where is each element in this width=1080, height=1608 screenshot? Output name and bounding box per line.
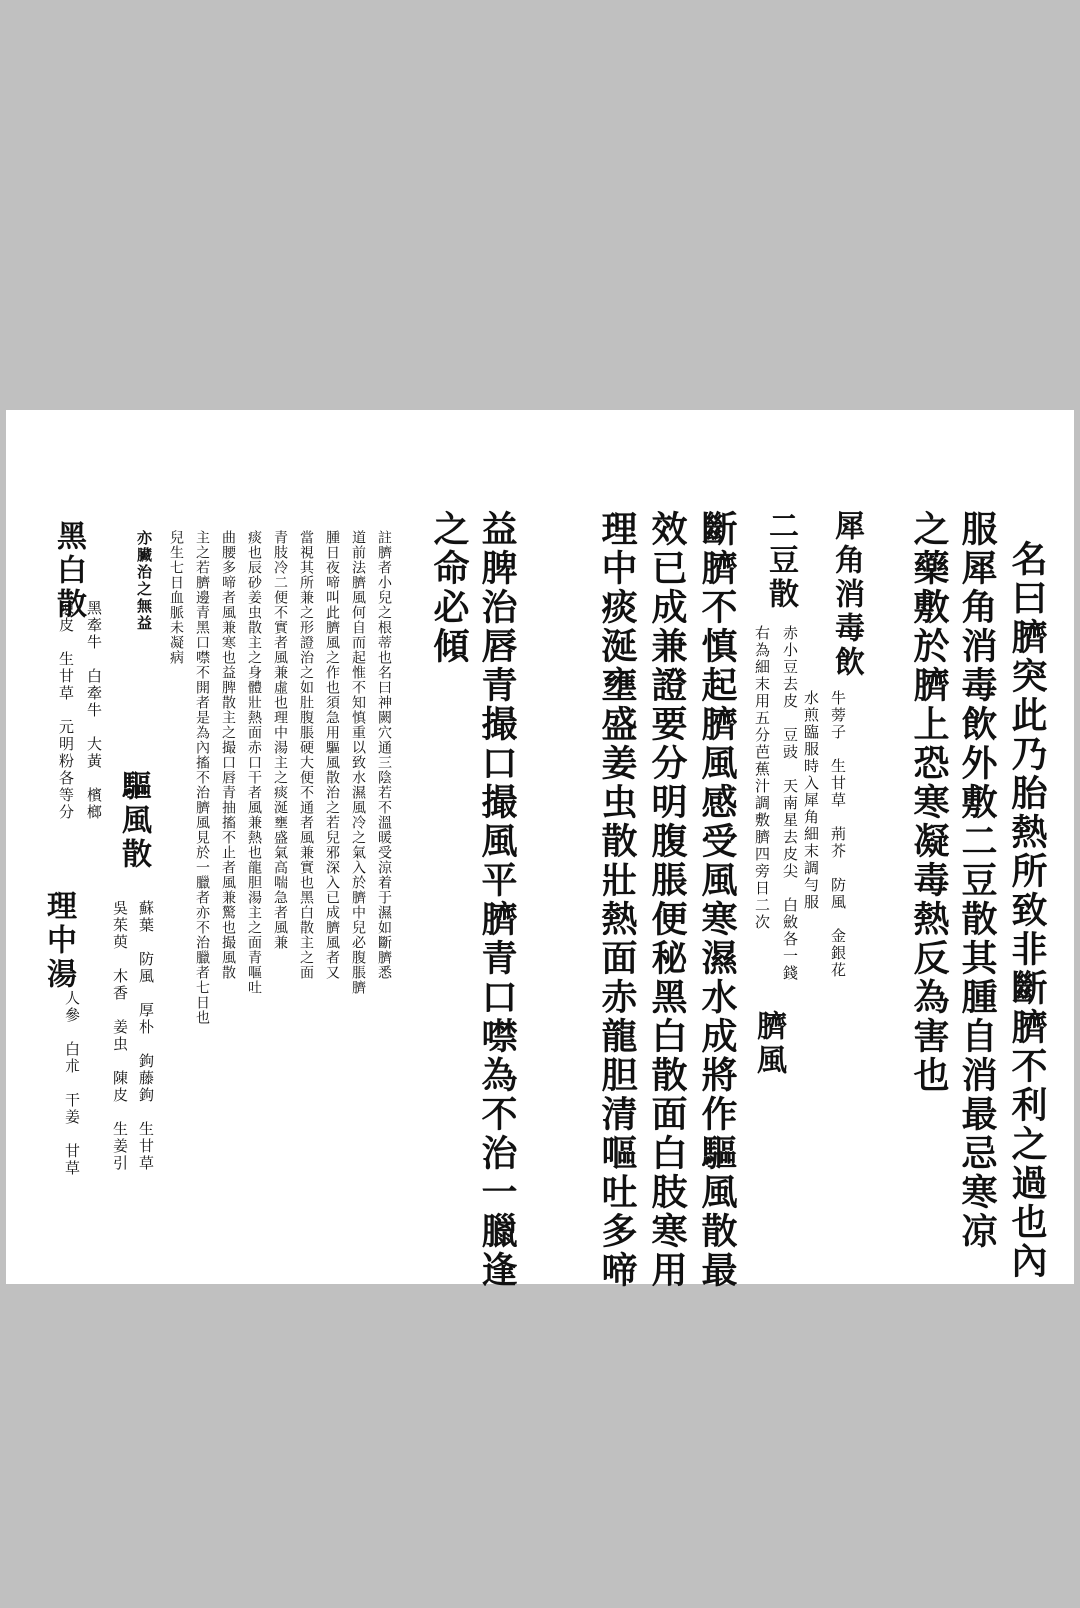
verse-line: 理中痰涎壅盛姜虫散壯熱面赤龍胆清嘔吐多啼 (596, 510, 638, 1290)
formula-title: 黑白散 (51, 520, 86, 622)
formula-title: 理中湯 (41, 890, 76, 992)
formula-ingredients: 蘇葉 防風 厚朴 鉤藤鉤 生甘草 (137, 900, 155, 1172)
commentary-line: 曲腰多啼者風兼寒也益脾散主之撮口唇青抽搐不止者風兼驚也撮風散 (220, 530, 236, 980)
formula-ingredients: 人參 白朮 干姜 甘草 (63, 990, 81, 1177)
formula-method: 水煎臨服時入犀角細末調勻服 (802, 690, 820, 911)
commentary-line: 青肢冷二便不實者風兼虛也理中湯主之痰涎壅盛氣高喘急者風兼 (272, 530, 288, 950)
formula-ingredients: 赤小豆去皮 豆豉 天南星去皮尖 白斂各一錢 (781, 625, 799, 982)
formula-ingredients: 牛蒡子 生甘草 荊芥 防風 金銀花 (829, 690, 847, 979)
formula-note: 亦臟治之無益 (135, 530, 153, 632)
commentary-line: 腫日夜啼叫此臍風之作也須急用驅風散治之若兒邪深入已成臍風者又 (324, 530, 340, 980)
commentary-line: 痰也辰砂姜虫散主之身體壯熱面赤口干者風兼熱也龍胆湯主之面青嘔吐 (246, 530, 262, 995)
formula-ingredients: 陳皮 生甘草 元明粉各等分 (57, 600, 75, 821)
text-column-2: 服犀角消毒飲外敷二豆散其腫自消最忌寒凉 (956, 510, 998, 1251)
verse-line: 益脾治唇青撮口撮風平臍青口噤為不治一臘逢 (476, 510, 518, 1290)
formula-title: 驅風散 (116, 770, 151, 872)
section-heading: 臍風 (751, 1010, 786, 1078)
text-column-3: 之藥敷於臍上恐寒凝毒熱反為害也 (908, 510, 950, 1095)
formula-ingredients: 黑牽牛 白牽牛 大黃 檳榔 (85, 600, 103, 821)
verse-line: 之命必傾 (428, 510, 470, 666)
commentary-line: 道前法臍風何自而起惟不知慎重以致水濕風冷之氣入於臍中兒必腹脹臍 (350, 530, 366, 995)
verse-line: 效已成兼證要分明腹脹便秘黑白散面白肢寒用 (646, 510, 688, 1290)
commentary-line: 註臍者小兒之根蒂也名曰神闕穴通三陰若不溫暖受涼着于濕如斷臍悉 (376, 530, 392, 980)
commentary-line: 兒生七日血脈未凝病 (168, 530, 184, 665)
formula-ingredients: 吳茱萸 木香 姜虫 陳皮 生姜引 (111, 900, 129, 1172)
manuscript-sheet (6, 410, 1074, 1290)
formula-method: 右為細末用五分芭蕉汁調敷臍四旁日二次 (753, 625, 771, 931)
commentary-line: 當視其所兼之形證治之如肚腹脹硬大便不通者風兼實也黑白散主之面 (298, 530, 314, 980)
commentary-line: 主之若臍邊青黑口噤不開者是為內搐不治臍風見於一臘者亦不治臘者七日也 (194, 530, 210, 1025)
verse-line: 斷臍不慎起臍風感受風寒濕水成將作驅風散最 (696, 510, 738, 1290)
formula-title: 犀角消毒飲 (829, 510, 864, 680)
formula-title: 二豆散 (763, 510, 798, 612)
text-column-1: 名曰臍突此乃胎熱所致非斷臍不利之過也內 (1006, 540, 1048, 1281)
